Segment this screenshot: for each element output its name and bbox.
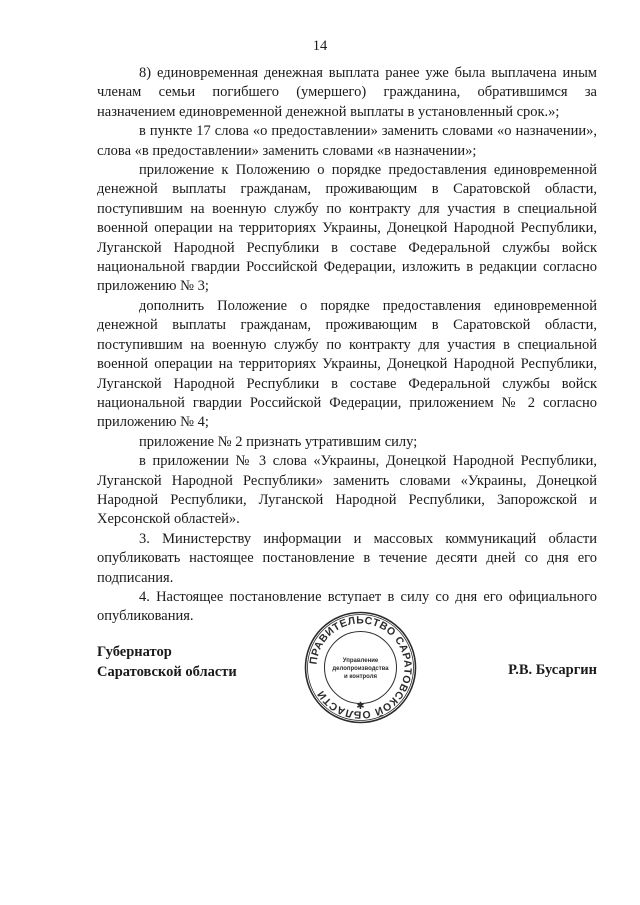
paragraph-ministry: 3. Министерству информации и массовых коммуникаций области опубликовать настоящее постановление в течение десяти дней со дня его подписания.: [97, 530, 597, 586]
paragraph-appendix-edit: приложение к Положению о порядке предоставления единовременной денежной выплаты гражданам, проживающим в Саратовской области, поступившим на военную службу по контракту для участия в специальной военной операции на территориях Украины, Донецкой Народной Республики, Луганской Народной Республики в составе Федеральной службы войск национальной гвардии Российской Федерации, изложить в редакции согласно приложению № 3;: [97, 162, 597, 295]
paragraph-item-8: 8) единовременная денежная выплата ранее уже была выплачена иным членам семьи погибшего (умершего) гражданина, обратившимся за назначением единовременной денежной выплаты в установленный срок.»;: [97, 65, 597, 120]
official-stamp: [303, 610, 418, 725]
stamp-center-line2: делопроизводства: [332, 666, 389, 672]
paragraph-appendix-3: в приложении № 3 слова «Украины, Донецкой Народной Республики, Луганской Народной Республики» заменить словами «Украины, Донецкой Народной Республики, Луганской Народной Республики, Запорожской и Херсонской областей».: [97, 453, 597, 528]
signer-title-line2: Саратовской области: [97, 664, 237, 680]
stamp-center-line1: Управление: [342, 658, 379, 664]
stamp-star-icon: ✱: [356, 701, 365, 712]
stamp-ring-text: ПРАВИТЕЛЬСТВО САРАТОВСКОЙ ОБЛАСТИ: [307, 614, 414, 721]
document-body: [97, 64, 597, 627]
signer-title-line1: Губернатор: [97, 644, 172, 660]
stamp-center-line3: и контроля: [344, 674, 377, 680]
signer-title: [97, 642, 237, 682]
page-number: 14: [312, 38, 328, 54]
paragraph-appendix-add: дополнить Положение о порядке предоставления единовременной денежной выплаты гражданам, проживающим в Саратовской области, поступившим на военную службу по контракту для участия в специальной военной операции на территориях Украины, Донецкой Народной Республики, Луганской Народной Республики в составе Федеральной службы войск национальной гвардии Российской Федерации, приложением № 2 согласно приложению № 4;: [97, 297, 597, 431]
signature-block: [97, 610, 597, 725]
paragraph-point-17: в пункте 17 слова «о предоставлении» заменить словами «о назначении», слова «в предоставлении» заменить словами «в назначении»;: [97, 123, 597, 159]
paragraph-appendix-void: приложение № 2 признать утратившим силу;: [139, 433, 418, 450]
paragraph-effective: 4. Настоящее постановление вступает в силу со дня его официального опубликования.: [97, 588, 597, 625]
signer-name: Р.В. Бусаргин: [508, 662, 597, 678]
